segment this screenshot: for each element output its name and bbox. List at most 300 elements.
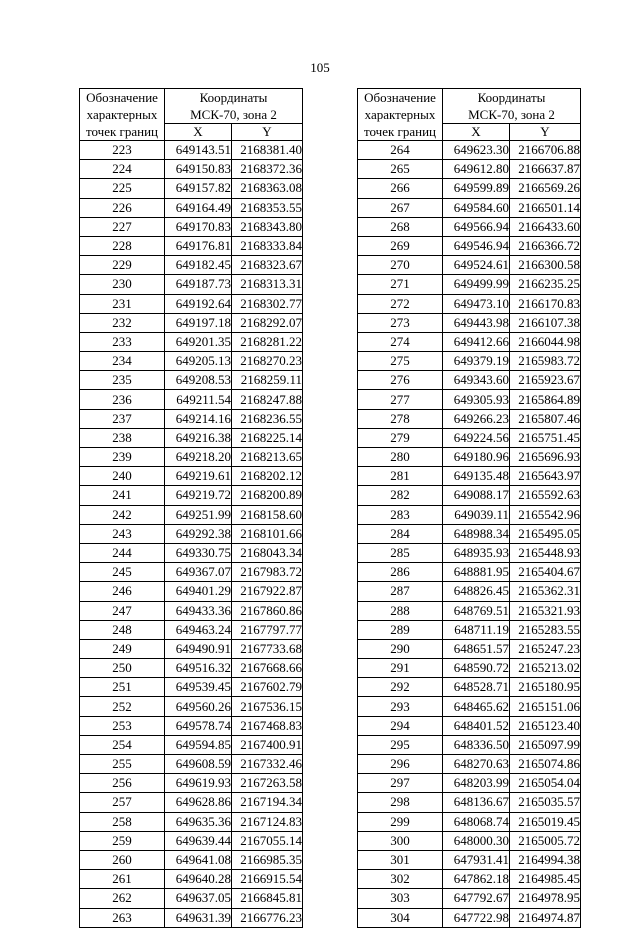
table-row — [80, 409, 303, 428]
table-row — [358, 524, 581, 543]
point-number-cell: 284 — [358, 524, 443, 543]
x-coordinate-cell: 649150.83 — [165, 160, 232, 179]
point-number-cell: 302 — [358, 870, 443, 889]
x-coordinate-cell: 648465.62 — [443, 697, 510, 716]
y-coordinate-cell: 2166044.98 — [510, 332, 581, 351]
table-row — [80, 332, 303, 351]
table-row — [80, 141, 303, 160]
x-coordinate-cell: 649170.83 — [165, 217, 232, 236]
y-coordinate-cell: 2166433.60 — [510, 217, 581, 236]
point-number-cell: 258 — [80, 812, 165, 831]
table-row — [358, 486, 581, 505]
table-row — [80, 870, 303, 889]
x-coordinate-cell: 649463.24 — [165, 620, 232, 639]
x-coordinate-cell: 649578.74 — [165, 716, 232, 735]
y-coordinate-cell: 2166170.83 — [510, 294, 581, 313]
point-number-cell: 242 — [80, 505, 165, 524]
point-number-cell: 243 — [80, 524, 165, 543]
x-coordinate-cell: 649187.73 — [165, 275, 232, 294]
y-column-header: Y — [232, 124, 303, 141]
y-coordinate-cell: 2165151.06 — [510, 697, 581, 716]
y-coordinate-cell: 2168247.88 — [232, 390, 303, 409]
y-coordinate-cell: 2165923.67 — [510, 371, 581, 390]
x-column-header: X — [443, 124, 510, 141]
y-coordinate-cell: 2168381.40 — [232, 141, 303, 160]
x-coordinate-cell: 649594.85 — [165, 735, 232, 754]
x-coordinate-cell: 649499.99 — [443, 275, 510, 294]
point-number-cell: 299 — [358, 812, 443, 831]
y-coordinate-cell: 2168213.65 — [232, 448, 303, 467]
point-number-cell: 276 — [358, 371, 443, 390]
table-row — [80, 371, 303, 390]
y-coordinate-cell: 2165542.96 — [510, 505, 581, 524]
table-row — [358, 582, 581, 601]
y-coordinate-cell: 2168333.84 — [232, 236, 303, 255]
point-number-cell: 244 — [80, 543, 165, 562]
table-row — [80, 390, 303, 409]
point-number-cell: 272 — [358, 294, 443, 313]
x-coordinate-cell: 649343.60 — [443, 371, 510, 390]
y-coordinate-cell: 2166569.26 — [510, 179, 581, 198]
table-row — [80, 256, 303, 275]
point-number-cell: 237 — [80, 409, 165, 428]
table-row — [80, 601, 303, 620]
x-coordinate-cell: 649639.44 — [165, 831, 232, 850]
point-number-cell: 295 — [358, 735, 443, 754]
point-number-cell: 259 — [80, 831, 165, 850]
y-coordinate-cell: 2165321.93 — [510, 601, 581, 620]
coordinates-table-right — [357, 88, 581, 928]
x-coordinate-cell: 648769.51 — [443, 601, 510, 620]
y-coordinate-cell: 2165054.04 — [510, 774, 581, 793]
point-number-cell: 234 — [80, 352, 165, 371]
point-number-cell: 273 — [358, 313, 443, 332]
table-row — [80, 659, 303, 678]
table-row — [358, 467, 581, 486]
table-row — [80, 831, 303, 850]
x-coordinate-cell: 648651.57 — [443, 639, 510, 658]
table-row — [80, 889, 303, 908]
point-number-cell: 287 — [358, 582, 443, 601]
x-coordinate-cell: 649473.10 — [443, 294, 510, 313]
y-coordinate-cell: 2165696.93 — [510, 448, 581, 467]
table-row — [80, 678, 303, 697]
table-row — [80, 313, 303, 332]
point-number-cell: 281 — [358, 467, 443, 486]
y-coordinate-cell: 2167733.68 — [232, 639, 303, 658]
point-number-cell: 239 — [80, 448, 165, 467]
x-coordinate-cell: 649219.72 — [165, 486, 232, 505]
table-row — [358, 409, 581, 428]
point-number-cell: 294 — [358, 716, 443, 735]
x-coordinate-cell: 649180.96 — [443, 448, 510, 467]
table-row — [358, 659, 581, 678]
point-number-cell: 268 — [358, 217, 443, 236]
x-coordinate-cell: 649205.13 — [165, 352, 232, 371]
table-row — [358, 332, 581, 351]
y-coordinate-cell: 2165362.31 — [510, 582, 581, 601]
table-row — [80, 352, 303, 371]
table-row — [80, 755, 303, 774]
x-coordinate-cell: 647862.18 — [443, 870, 510, 889]
table-row — [80, 812, 303, 831]
coordinates-table-left — [79, 88, 303, 928]
table-row — [80, 524, 303, 543]
table-row — [80, 563, 303, 582]
x-coordinate-cell: 649433.36 — [165, 601, 232, 620]
x-coordinate-cell: 648136.67 — [443, 793, 510, 812]
y-coordinate-cell: 2165097.99 — [510, 735, 581, 754]
table-row — [80, 179, 303, 198]
x-coordinate-cell: 648935.93 — [443, 543, 510, 562]
x-coordinate-cell: 649401.29 — [165, 582, 232, 601]
table-row — [80, 217, 303, 236]
x-coordinate-cell: 649641.08 — [165, 850, 232, 869]
y-coordinate-cell: 2168372.36 — [232, 160, 303, 179]
point-number-cell: 292 — [358, 678, 443, 697]
x-coordinate-cell: 649192.64 — [165, 294, 232, 313]
table-row — [358, 793, 581, 812]
x-coordinate-cell: 647722.98 — [443, 908, 510, 927]
point-number-cell: 300 — [358, 831, 443, 850]
y-coordinate-cell: 2165864.89 — [510, 390, 581, 409]
point-number-cell: 271 — [358, 275, 443, 294]
point-number-cell: 264 — [358, 141, 443, 160]
table-row — [358, 371, 581, 390]
x-coordinate-cell: 649143.51 — [165, 141, 232, 160]
x-coordinate-cell: 649560.26 — [165, 697, 232, 716]
x-coordinate-cell: 648590.72 — [443, 659, 510, 678]
point-number-cell: 285 — [358, 543, 443, 562]
x-coordinate-cell: 649524.61 — [443, 256, 510, 275]
x-coordinate-cell: 649443.98 — [443, 313, 510, 332]
x-coordinate-cell: 649367.07 — [165, 563, 232, 582]
point-number-cell: 282 — [358, 486, 443, 505]
table-row — [358, 755, 581, 774]
point-number-cell: 275 — [358, 352, 443, 371]
table-row — [80, 198, 303, 217]
point-number-cell: 232 — [80, 313, 165, 332]
y-coordinate-cell: 2168236.55 — [232, 409, 303, 428]
table-row — [358, 294, 581, 313]
point-number-cell: 293 — [358, 697, 443, 716]
x-coordinate-cell: 649635.36 — [165, 812, 232, 831]
y-coordinate-cell: 2168281.22 — [232, 332, 303, 351]
point-number-cell: 256 — [80, 774, 165, 793]
table-row — [80, 236, 303, 255]
point-number-cell: 257 — [80, 793, 165, 812]
y-coordinate-cell: 2165592.63 — [510, 486, 581, 505]
point-number-cell: 238 — [80, 428, 165, 447]
table-row — [80, 428, 303, 447]
table-row — [80, 294, 303, 313]
point-number-cell: 270 — [358, 256, 443, 275]
x-coordinate-cell: 648270.63 — [443, 755, 510, 774]
point-number-cell: 260 — [80, 850, 165, 869]
table-row — [358, 716, 581, 735]
x-coordinate-cell: 649599.89 — [443, 179, 510, 198]
point-number-cell: 278 — [358, 409, 443, 428]
x-coordinate-cell: 648000.30 — [443, 831, 510, 850]
point-number-cell: 247 — [80, 601, 165, 620]
table-row — [80, 774, 303, 793]
y-coordinate-cell: 2165643.97 — [510, 467, 581, 486]
y-coordinate-cell: 2167468.83 — [232, 716, 303, 735]
x-coordinate-cell: 649631.39 — [165, 908, 232, 927]
point-number-cell: 225 — [80, 179, 165, 198]
point-number-cell: 254 — [80, 735, 165, 754]
x-coordinate-cell: 649251.99 — [165, 505, 232, 524]
point-number-cell: 288 — [358, 601, 443, 620]
point-number-cell: 248 — [80, 620, 165, 639]
y-coordinate-cell: 2166235.25 — [510, 275, 581, 294]
table-row — [358, 908, 581, 927]
table-row — [358, 160, 581, 179]
y-coordinate-cell: 2167983.72 — [232, 563, 303, 582]
table-row — [80, 160, 303, 179]
point-number-cell: 269 — [358, 236, 443, 255]
point-number-cell: 251 — [80, 678, 165, 697]
x-coordinate-cell: 649516.32 — [165, 659, 232, 678]
x-coordinate-cell: 649546.94 — [443, 236, 510, 255]
y-coordinate-cell: 2167536.15 — [232, 697, 303, 716]
table-row — [80, 275, 303, 294]
point-number-cell: 274 — [358, 332, 443, 351]
point-number-cell: 236 — [80, 390, 165, 409]
y-coordinate-cell: 2166366.72 — [510, 236, 581, 255]
y-coordinate-cell: 2164974.87 — [510, 908, 581, 927]
coordinates-header: Координаты МСК-70, зона 2 — [165, 89, 303, 124]
y-coordinate-cell: 2165074.86 — [510, 755, 581, 774]
table-row — [358, 236, 581, 255]
y-coordinate-cell: 2165247.23 — [510, 639, 581, 658]
y-coordinate-cell: 2167124.83 — [232, 812, 303, 831]
table-row — [80, 620, 303, 639]
point-number-cell: 235 — [80, 371, 165, 390]
y-coordinate-cell: 2165495.05 — [510, 524, 581, 543]
point-number-cell: 249 — [80, 639, 165, 658]
y-coordinate-cell: 2167332.46 — [232, 755, 303, 774]
x-coordinate-cell: 649379.19 — [443, 352, 510, 371]
y-coordinate-cell: 2168292.07 — [232, 313, 303, 332]
y-coordinate-cell: 2168101.66 — [232, 524, 303, 543]
y-coordinate-cell: 2168225.14 — [232, 428, 303, 447]
y-coordinate-cell: 2166637.87 — [510, 160, 581, 179]
y-coordinate-cell: 2167055.14 — [232, 831, 303, 850]
x-coordinate-cell: 649623.30 — [443, 141, 510, 160]
table-row — [358, 448, 581, 467]
y-coordinate-cell: 2165019.45 — [510, 812, 581, 831]
page-number: 105 — [310, 60, 330, 75]
x-coordinate-cell: 648336.50 — [443, 735, 510, 754]
x-coordinate-cell: 648528.71 — [443, 678, 510, 697]
table-row — [358, 313, 581, 332]
x-coordinate-cell: 649628.86 — [165, 793, 232, 812]
y-coordinate-cell: 2168158.60 — [232, 505, 303, 524]
point-number-cell: 262 — [80, 889, 165, 908]
y-coordinate-cell: 2166501.14 — [510, 198, 581, 217]
x-coordinate-cell: 647931.41 — [443, 850, 510, 869]
x-coordinate-cell: 649088.17 — [443, 486, 510, 505]
x-coordinate-cell: 649211.54 — [165, 390, 232, 409]
point-number-cell: 303 — [358, 889, 443, 908]
table-row — [358, 620, 581, 639]
table-row — [80, 582, 303, 601]
y-coordinate-cell: 2166776.23 — [232, 908, 303, 927]
y-coordinate-cell: 2167922.87 — [232, 582, 303, 601]
y-coordinate-cell: 2167194.34 — [232, 793, 303, 812]
point-number-cell: 240 — [80, 467, 165, 486]
point-number-cell: 267 — [358, 198, 443, 217]
x-coordinate-cell: 648711.19 — [443, 620, 510, 639]
x-coordinate-cell: 649412.66 — [443, 332, 510, 351]
point-number-cell: 253 — [80, 716, 165, 735]
table-row — [80, 697, 303, 716]
x-coordinate-cell: 649214.16 — [165, 409, 232, 428]
point-number-cell: 228 — [80, 236, 165, 255]
table-row — [358, 831, 581, 850]
table-row — [80, 716, 303, 735]
point-number-cell: 296 — [358, 755, 443, 774]
y-coordinate-cell: 2167400.91 — [232, 735, 303, 754]
x-coordinate-cell: 648203.99 — [443, 774, 510, 793]
point-number-cell: 227 — [80, 217, 165, 236]
x-coordinate-cell: 649608.59 — [165, 755, 232, 774]
y-coordinate-cell: 2168043.34 — [232, 543, 303, 562]
x-coordinate-cell: 648988.34 — [443, 524, 510, 543]
point-number-cell: 246 — [80, 582, 165, 601]
table-row — [358, 352, 581, 371]
table-row — [80, 448, 303, 467]
y-coordinate-cell: 2166985.35 — [232, 850, 303, 869]
y-coordinate-cell: 2167860.86 — [232, 601, 303, 620]
x-coordinate-cell: 649566.94 — [443, 217, 510, 236]
table-row — [358, 141, 581, 160]
point-number-cell: 286 — [358, 563, 443, 582]
y-coordinate-cell: 2166107.38 — [510, 313, 581, 332]
point-number-cell: 231 — [80, 294, 165, 313]
point-number-cell: 280 — [358, 448, 443, 467]
x-coordinate-cell: 648826.45 — [443, 582, 510, 601]
y-coordinate-cell: 2168363.08 — [232, 179, 303, 198]
y-coordinate-cell: 2164978.95 — [510, 889, 581, 908]
table-row — [358, 390, 581, 409]
x-coordinate-cell: 649637.05 — [165, 889, 232, 908]
point-number-cell: 289 — [358, 620, 443, 639]
table-row — [358, 179, 581, 198]
x-coordinate-cell: 649266.23 — [443, 409, 510, 428]
x-coordinate-cell: 649218.20 — [165, 448, 232, 467]
x-coordinate-cell: 648068.74 — [443, 812, 510, 831]
y-coordinate-cell: 2168202.12 — [232, 467, 303, 486]
y-coordinate-cell: 2168200.89 — [232, 486, 303, 505]
y-coordinate-cell: 2165283.55 — [510, 620, 581, 639]
x-coordinate-cell: 649039.11 — [443, 505, 510, 524]
y-coordinate-cell: 2168343.80 — [232, 217, 303, 236]
point-number-cell: 263 — [80, 908, 165, 927]
x-coordinate-cell: 649219.61 — [165, 467, 232, 486]
point-number-cell: 241 — [80, 486, 165, 505]
table-row — [358, 774, 581, 793]
point-number-cell: 261 — [80, 870, 165, 889]
x-coordinate-cell: 649612.80 — [443, 160, 510, 179]
point-number-cell: 298 — [358, 793, 443, 812]
point-number-cell: 297 — [358, 774, 443, 793]
x-coordinate-cell: 649201.35 — [165, 332, 232, 351]
table-row — [358, 601, 581, 620]
x-column-header: X — [165, 124, 232, 141]
table-row — [80, 467, 303, 486]
y-coordinate-cell: 2165404.67 — [510, 563, 581, 582]
point-number-cell: 230 — [80, 275, 165, 294]
x-coordinate-cell: 649176.81 — [165, 236, 232, 255]
y-coordinate-cell: 2164994.38 — [510, 850, 581, 869]
table-row — [358, 889, 581, 908]
x-coordinate-cell: 649539.45 — [165, 678, 232, 697]
x-coordinate-cell: 649490.91 — [165, 639, 232, 658]
x-coordinate-cell: 649224.56 — [443, 428, 510, 447]
table-row — [358, 505, 581, 524]
x-coordinate-cell: 649157.82 — [165, 179, 232, 198]
x-coordinate-cell: 649164.49 — [165, 198, 232, 217]
table-row — [358, 217, 581, 236]
y-coordinate-cell: 2168313.31 — [232, 275, 303, 294]
table-row — [80, 543, 303, 562]
table-row — [358, 275, 581, 294]
point-number-cell: 291 — [358, 659, 443, 678]
y-coordinate-cell: 2165123.40 — [510, 716, 581, 735]
table-row — [358, 735, 581, 754]
table-row — [358, 198, 581, 217]
point-number-cell: 283 — [358, 505, 443, 524]
point-number-cell: 301 — [358, 850, 443, 869]
x-coordinate-cell: 649305.93 — [443, 390, 510, 409]
y-coordinate-cell: 2168353.55 — [232, 198, 303, 217]
point-number-cell: 265 — [358, 160, 443, 179]
table-row — [358, 850, 581, 869]
x-coordinate-cell: 649135.48 — [443, 467, 510, 486]
table-row — [80, 850, 303, 869]
point-number-cell: 223 — [80, 141, 165, 160]
point-number-cell: 245 — [80, 563, 165, 582]
table-row — [358, 870, 581, 889]
table-row — [358, 639, 581, 658]
y-coordinate-cell: 2167797.77 — [232, 620, 303, 639]
table-row — [358, 256, 581, 275]
y-coordinate-cell: 2166300.58 — [510, 256, 581, 275]
table-row — [358, 428, 581, 447]
y-coordinate-cell: 2165005.72 — [510, 831, 581, 850]
table-row — [358, 697, 581, 716]
x-coordinate-cell: 647792.67 — [443, 889, 510, 908]
x-coordinate-cell: 649292.38 — [165, 524, 232, 543]
x-coordinate-cell: 648881.95 — [443, 563, 510, 582]
table-row — [80, 908, 303, 927]
point-number-cell: 304 — [358, 908, 443, 927]
y-coordinate-cell: 2165035.57 — [510, 793, 581, 812]
table-row — [80, 793, 303, 812]
y-coordinate-cell: 2165213.02 — [510, 659, 581, 678]
point-designation-header: Обозначение характерных точек границ — [80, 89, 165, 141]
table-row — [80, 486, 303, 505]
point-number-cell: 266 — [358, 179, 443, 198]
y-coordinate-cell: 2166706.88 — [510, 141, 581, 160]
point-number-cell: 290 — [358, 639, 443, 658]
y-coordinate-cell: 2165180.95 — [510, 678, 581, 697]
point-number-cell: 233 — [80, 332, 165, 351]
y-coordinate-cell: 2165448.93 — [510, 543, 581, 562]
x-coordinate-cell: 649216.38 — [165, 428, 232, 447]
